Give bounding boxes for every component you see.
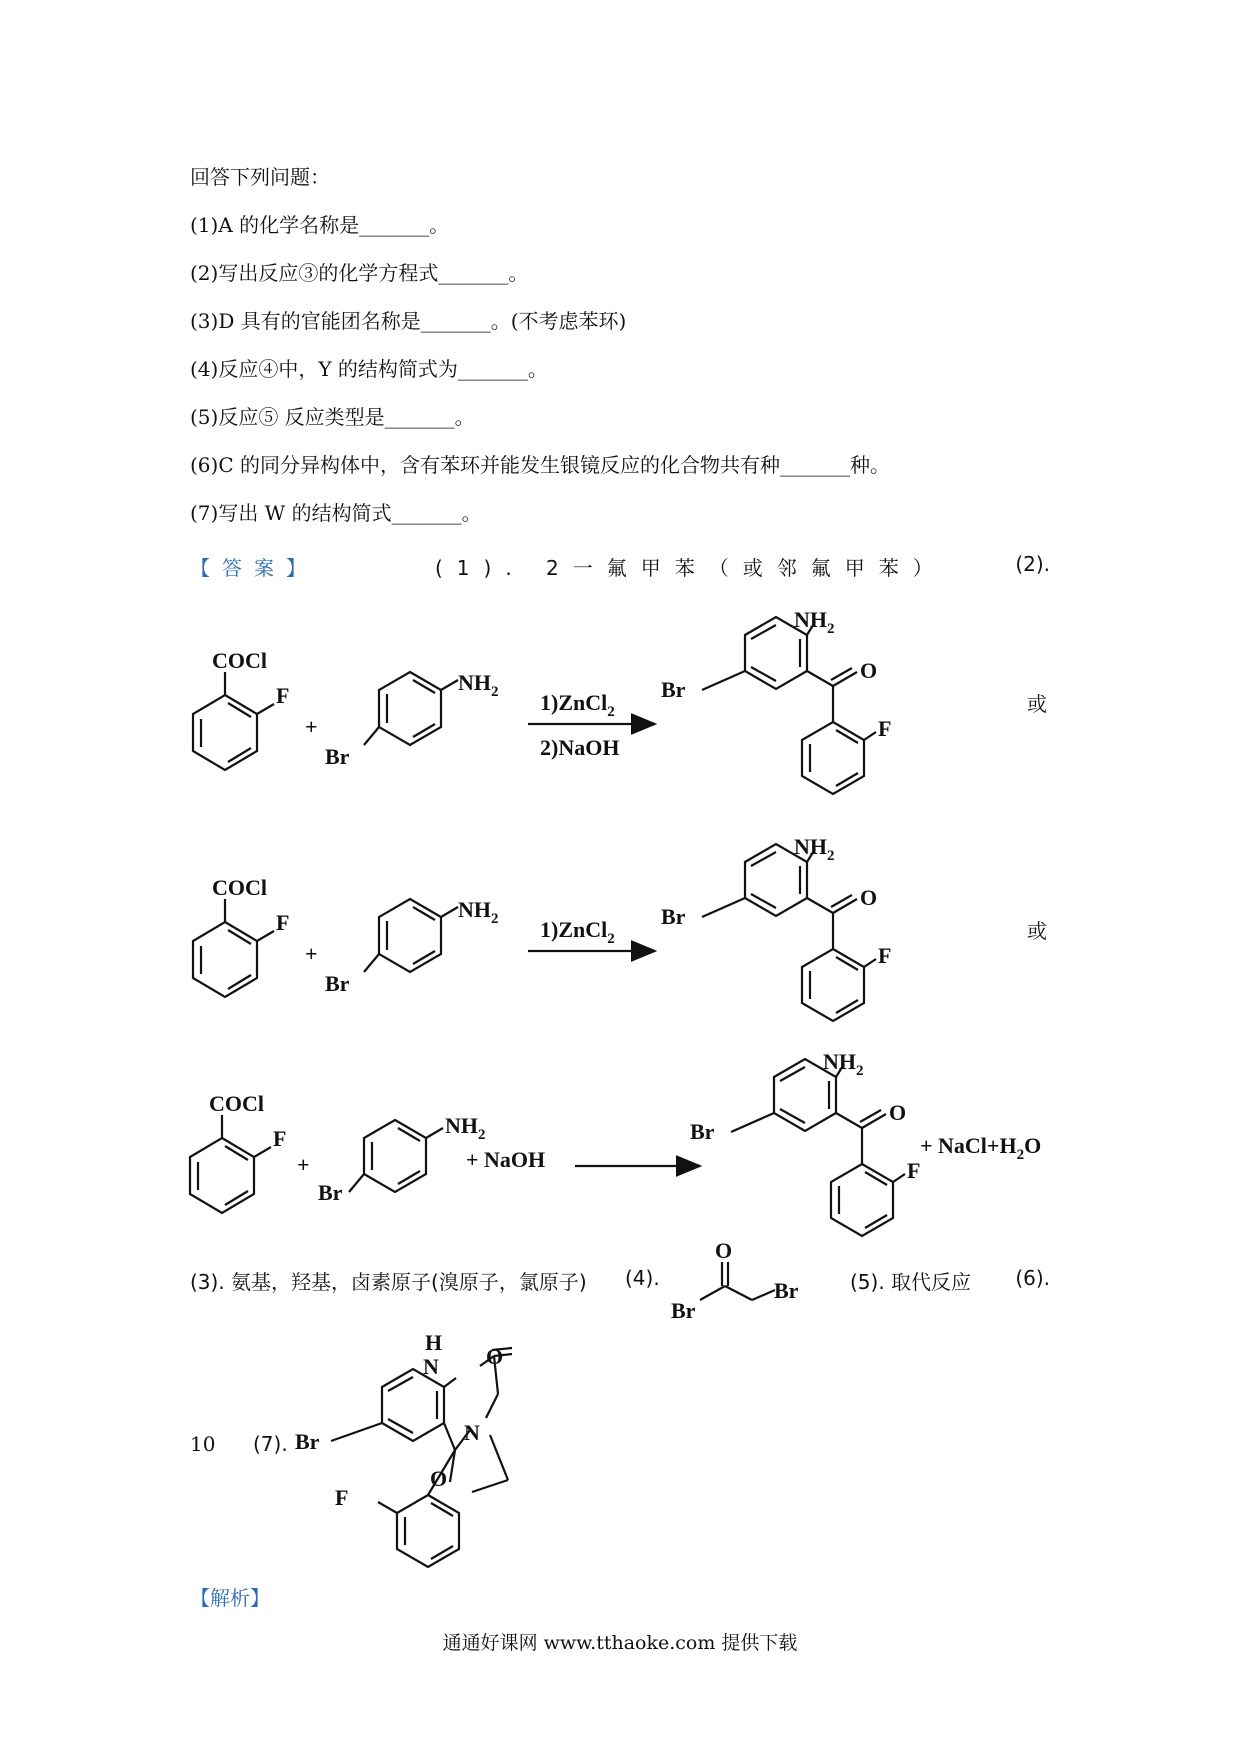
question-2: (2)写出反应③的化学方程式_______。 xyxy=(190,261,529,285)
reaction-3 xyxy=(190,1049,1041,1236)
reaction-2 xyxy=(193,834,891,1021)
w-structure xyxy=(295,1330,512,1567)
plus-sign-3: + xyxy=(297,1152,310,1177)
product-f-2: F xyxy=(878,943,892,968)
answer-tag: 【答案】 xyxy=(190,556,318,580)
w-f: F xyxy=(335,1485,349,1510)
question-6: (6)C 的同分异构体中，含有苯环并能发生银镜反应的化合物共有种_______种。 xyxy=(190,453,890,477)
y-br-2: Br xyxy=(774,1278,799,1303)
question-4: (4)反应④中，Y 的结构简式为_______。 xyxy=(190,357,548,381)
nh2-label-2: $NH_2$ xyxy=(458,897,499,927)
product-nh2-2: $NH_2$ xyxy=(794,834,835,864)
product-structure-3 xyxy=(690,1049,920,1236)
cocl-label: COCl xyxy=(212,648,267,673)
w-h: H xyxy=(425,1330,443,1355)
f-label-2: F xyxy=(276,910,290,935)
bromoaniline-structure xyxy=(325,670,499,769)
condition-1b: 1)ZnCl$_2$ xyxy=(540,917,615,947)
product-f: F xyxy=(878,716,892,741)
product-o: O xyxy=(860,658,878,683)
y-o: O xyxy=(715,1238,733,1263)
br-label-2: Br xyxy=(325,971,350,996)
product-structure-2 xyxy=(661,834,891,1021)
product-br: Br xyxy=(661,677,686,702)
answer-7-label: (7). xyxy=(253,1432,288,1456)
product-o-3: O xyxy=(889,1100,907,1125)
question-1: (1)A 的化学名称是_______。 xyxy=(190,213,450,237)
answer-6-value: 10 xyxy=(190,1432,216,1456)
plus-sign: + xyxy=(305,714,318,739)
w-n2: N xyxy=(464,1420,480,1445)
condition-1: 1)ZnCl$_2$ xyxy=(540,690,615,720)
answer-6-label: (6). xyxy=(1015,1266,1050,1290)
acid-chloride-structure xyxy=(193,648,289,770)
w-o2: O xyxy=(430,1466,448,1491)
question-7: (7)写出 W 的结构简式_______。 xyxy=(190,501,482,525)
answer-4-label: (4). xyxy=(625,1266,660,1290)
w-n1: N xyxy=(423,1354,439,1379)
reaction-1 xyxy=(193,607,891,794)
plus-sign-2: + xyxy=(305,941,318,966)
analysis-heading: 【解析】 xyxy=(190,1586,270,1610)
naoh-label: + NaOH xyxy=(466,1147,546,1172)
answer-5: (5). 取代反应 xyxy=(850,1270,972,1294)
product-br-3: Br xyxy=(690,1119,715,1144)
product-nh2-3: $NH_2$ xyxy=(823,1049,864,1079)
question-3: (3)D 具有的官能团名称是_______。(不考虑苯环) xyxy=(190,309,627,333)
product-structure xyxy=(661,607,891,794)
w-br: Br xyxy=(295,1429,320,1454)
br-label-3: Br xyxy=(318,1180,343,1205)
byproducts-label: + $NaCl+H_2O$ xyxy=(920,1133,1042,1163)
f-label: F xyxy=(276,683,290,708)
condition-2: 2)NaOH xyxy=(540,735,620,760)
answer-2-label: (2). xyxy=(1015,552,1050,576)
w-o1: O xyxy=(486,1344,504,1369)
product-br-2: Br xyxy=(661,904,686,929)
cocl-label-3: COCl xyxy=(209,1091,264,1116)
product-nh2: $NH_2$ xyxy=(794,607,835,637)
nh2-label-3: $NH_2$ xyxy=(445,1113,486,1143)
question-5: (5)反应⑤ 反应类型是_______。 xyxy=(190,405,475,429)
f-label-3: F xyxy=(273,1126,287,1151)
br-label: Br xyxy=(325,744,350,769)
or-2: 或 xyxy=(1027,919,1047,943)
cocl-label-2: COCl xyxy=(212,875,267,900)
or-1: 或 xyxy=(1027,692,1047,716)
intro-text: 回答下列问题： xyxy=(190,165,330,189)
answer-row-3 xyxy=(190,1266,1050,1296)
answer-3: (3). 氨基，羟基，卤素原子(溴原子，氯原子) xyxy=(190,1270,587,1294)
answer-1: (1). 2一氟甲苯（或邻氟甲苯） xyxy=(435,556,947,580)
nh2-label: $NH_2$ xyxy=(458,670,499,700)
product-f-3: F xyxy=(907,1158,921,1183)
footer-text: 通通好课网 www.tthaoke.com 提供下载 xyxy=(442,1632,798,1654)
y-br-1: Br xyxy=(671,1298,696,1323)
product-o-2: O xyxy=(860,885,878,910)
